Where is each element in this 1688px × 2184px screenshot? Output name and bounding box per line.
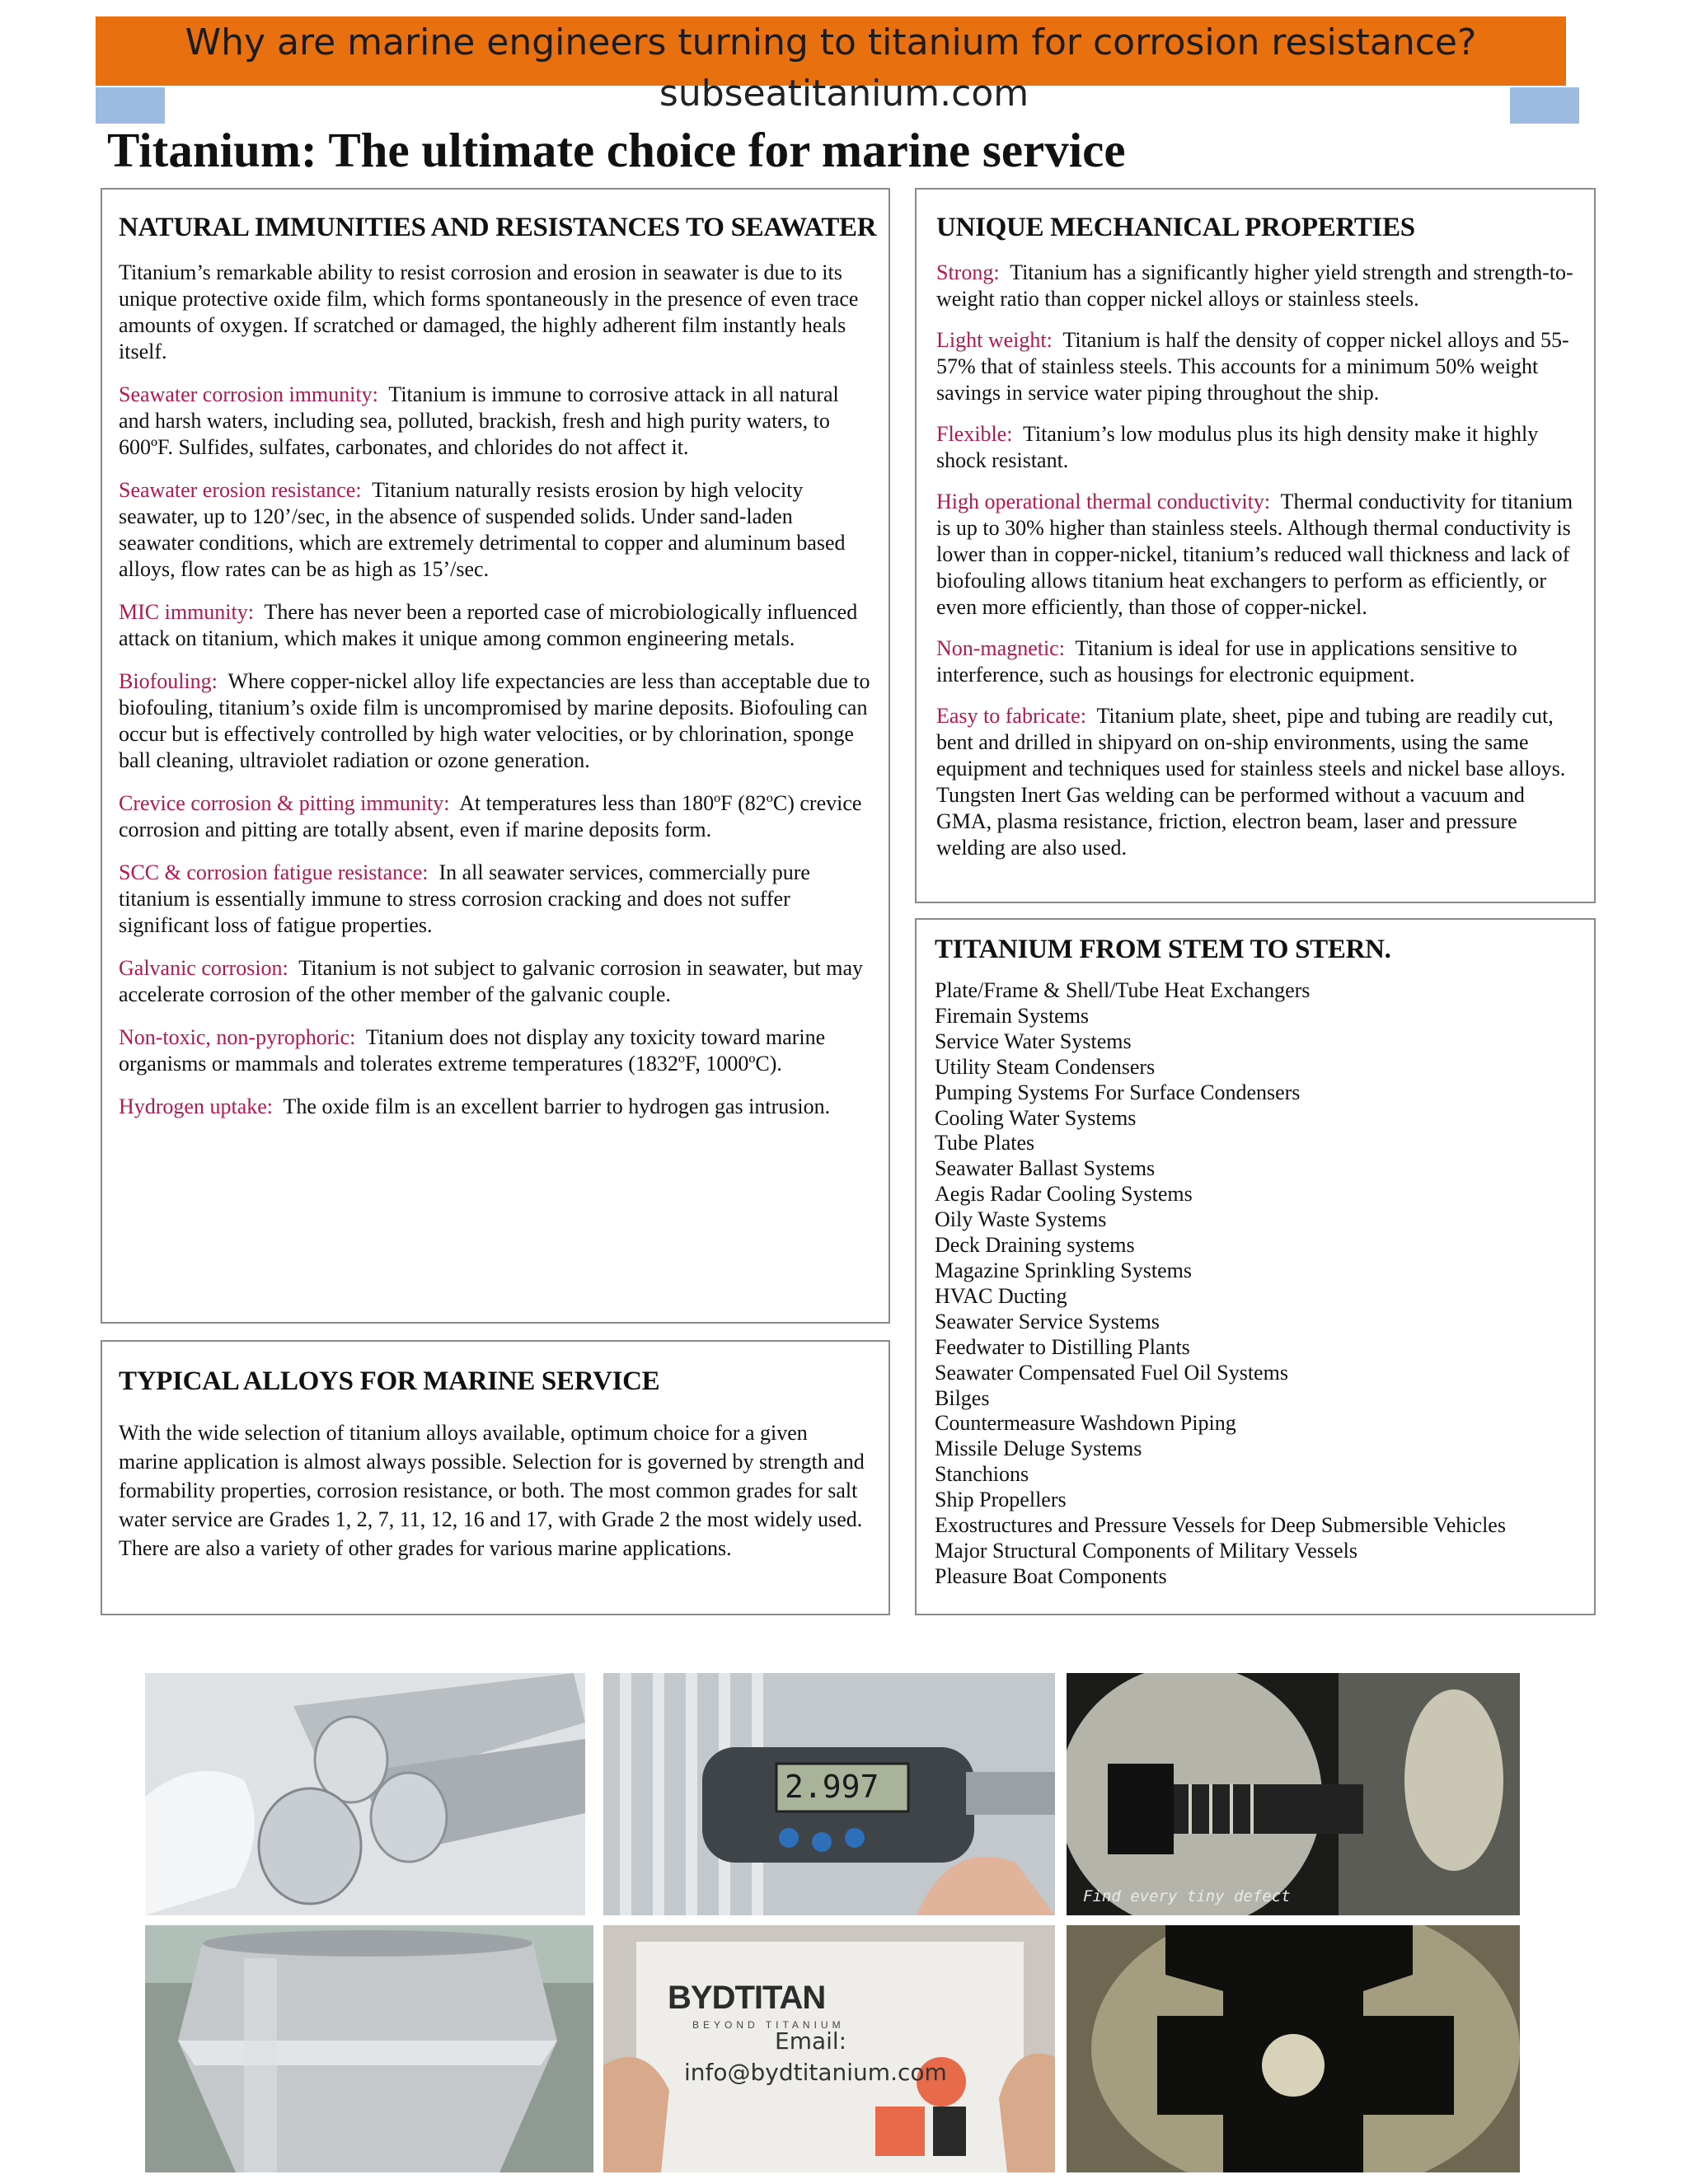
micrometer-photo (603, 1673, 1055, 1915)
immunity-label: Hydrogen uptake: (119, 1094, 274, 1118)
immunity-text: Titanium is not subject to galvanic corrosion in seawater, but may accelerate corrosion of the other member of the galvanic couple. (119, 956, 864, 1006)
immunity-text: Titanium does not display any toxicity toward marine organisms or mammals and tolerates extreme temperatures (1832ºF, 1000ºC). (119, 1025, 826, 1076)
property-text: Titanium is ideal for use in applications sensitive to interference, such as housings for electronic equipment. (936, 636, 1517, 687)
property-item (936, 489, 1578, 621)
immunity-text: At temperatures less than 180ºF (82ºC) crevice corrosion and pitting are totally absent, even if marine deposits form. (119, 791, 862, 841)
immunity-label: Seawater erosion resistance: (119, 478, 362, 502)
titanium-rods-photo (145, 1673, 585, 1915)
immunity-label: Seawater corrosion immunity: (119, 382, 378, 406)
immunity-label: Non-toxic, non-pyrophoric: (119, 1025, 356, 1049)
property-label: Non-magnetic: (936, 636, 1065, 660)
immunity-text: Titanium naturally resists erosion by high velocity seawater, up to 120’/sec, in the absence of suspended solids. Under sand-laden seawater conditions, which are extremely detrimental to copper and aluminum based alloys, flow rates can be as high as 15’/sec. (119, 478, 846, 581)
immunity-item (119, 1094, 870, 1120)
contact-card-photo (603, 1925, 1055, 2172)
alloys-text: With the wide selection of titanium alloys available, optimum choice for a given marine application is almost always possible. Selection for is governed by strength and formability properties, corrosion resistance, or both. The most common grades for salt water service are Grades 1, 2, 7, 11, 12, 16 and 17, with Grade 2 the most widely used. There are also a variety of other grades for various marine applications. (119, 1421, 865, 1560)
immunity-text: There has never been a reported case of microbiologically influenced attack on titanium, which makes it unique among common engineering metals. (119, 600, 858, 650)
immunity-text: Where copper-nickel alloy life expectancies are less than acceptable due to biofouling, titanium’s oxide film is uncompromised by marine deposits. Biofouling can occur but is effectively controlled by high water velocities, or by chlorination, sponge ball cleaning, ultraviolet radiation or ozone generation. (119, 669, 870, 772)
immunity-label: Galvanic corrosion: (119, 956, 288, 980)
card-email[interactable]: info@bydtitanium.com (684, 2059, 947, 2086)
list-item: Stanchions (935, 1462, 1029, 1487)
titanium-forging-photo (145, 1925, 593, 2172)
property-text: Titanium plate, sheet, pipe and tubing are readily cut, bent and drilled in shipyard on on-ship environments, using the same equipment and techniques used for stainless steels and nickel base alloys. Tungsten Inert Gas welding can be performed without a vacuum and GMA, plasma resistance, friction, electron beam, laser and pressure welding are also used. (936, 704, 1566, 860)
immunity-item (119, 955, 870, 1008)
property-item (936, 260, 1578, 312)
property-label: Flexible: (936, 422, 1013, 446)
list-item: Ship Propellers (935, 1488, 1067, 1512)
immunities-heading: NATURAL IMMUNITIES AND RESISTANCES TO SEAWATER (119, 213, 877, 242)
bydtitan-logo: BYDTITAN (668, 1980, 826, 2016)
property-item (936, 635, 1578, 688)
list-item: Seawater Ballast Systems (935, 1156, 1156, 1181)
list-item: Pumping Systems For Surface Condensers (935, 1080, 1301, 1104)
immunities-intro: Titanium’s remarkable ability to resist corrosion and erosion in seawater is due to its unique protective oxide film, which forms spontaneously in the presence of even trace amounts of oxygen. If scratched or damaged, the highly adherent film instantly heals itself. (119, 260, 859, 363)
immunity-label: Biofouling: (119, 669, 218, 693)
list-item: Utility Steam Condensers (935, 1054, 1156, 1079)
site-url[interactable]: subseatitanium.com (659, 73, 1029, 115)
property-label: Light weight: (936, 328, 1053, 352)
application-list (935, 978, 1578, 1590)
list-item: Major Structural Components of Military Vessels (935, 1538, 1357, 1563)
bolt-xray-photo (1067, 1673, 1520, 1915)
immunity-item (119, 860, 870, 939)
immunities-panel (101, 188, 890, 1324)
alloys-panel (101, 1340, 890, 1615)
rods-illustration (145, 1673, 585, 1915)
card-email-label: Email: (775, 2027, 847, 2055)
list-item: Service Water Systems (935, 1029, 1132, 1053)
list-item: Seawater Compensated Fuel Oil Systems (935, 1360, 1288, 1385)
micrometer-reading: 2.997 (785, 1769, 879, 1805)
property-item (936, 327, 1578, 406)
immunity-item (119, 1024, 870, 1077)
immunity-text: In all seawater services, commercially pure titanium is essentially immune to stress corrosion cracking and does not suffer significant loss of fatigue properties. (119, 860, 810, 937)
list-item: Firemain Systems (935, 1003, 1090, 1028)
hole-xray-illustration (1067, 1925, 1520, 2172)
stem-to-stern-heading: TITANIUM FROM STEM TO STERN. (935, 935, 1391, 964)
bolt-xray-illustration (1067, 1673, 1520, 1915)
property-text: Titanium is half the density of copper nickel alloys and 55-57% that of stainless steels. This accounts for a minimum 50% weight savings in service water piping throughout the ship. (936, 328, 1569, 405)
immunity-item (119, 599, 870, 652)
list-item: Magazine Sprinkling Systems (935, 1258, 1192, 1282)
property-label: High operational thermal conductivity: (936, 490, 1271, 513)
immunity-item (119, 668, 870, 774)
list-item: Plate/Frame & Shell/Tube Heat Exchangers (935, 978, 1311, 1002)
property-label: Strong: (936, 260, 1000, 284)
immunity-text: Titanium is immune to corrosive attack in all natural and harsh waters, including sea, polluted, brackish, fresh and high purity waters, to 600ºF. Sulfides, sulfates, carbonates, and chlorides do not affect it. (119, 382, 839, 459)
immunity-item (119, 477, 870, 583)
property-item (936, 421, 1578, 474)
mechanical-panel (915, 188, 1596, 903)
property-text: Titanium’s low modulus plus its high density make it highly shock resistant. (936, 422, 1539, 472)
property-text: Titanium has a significantly higher yield strength and strength-to-weight ratio than copper nickel alloys or stainless steels. (936, 260, 1573, 311)
list-item: Missile Deluge Systems (935, 1436, 1142, 1461)
stem-to-stern-panel (915, 918, 1596, 1615)
property-text: Thermal conductivity for titanium is up to 30% higher than stainless steels. Although thermal conductivity is lower than in copper-nickel, titanium’s reduced wall thickness and lack of biofouling allows titanium heat exchangers to perform as efficiently, or even more efficiently, than those of copper-nickel. (936, 490, 1573, 619)
mechanical-heading: UNIQUE MECHANICAL PROPERTIES (936, 213, 1415, 242)
list-item: Seawater Service Systems (935, 1309, 1160, 1333)
page-title: Titanium: The ultimate choice for marine service (107, 123, 1126, 177)
list-item: HVAC Ducting (935, 1283, 1067, 1308)
list-item: Oily Waste Systems (935, 1207, 1107, 1232)
list-item: Aegis Radar Cooling Systems (935, 1182, 1193, 1207)
property-item (936, 703, 1578, 861)
card-slogan: BEYOND TITANIUM (692, 2019, 845, 2031)
banner-question: Why are marine engineers turning to titanium for corrosion resistance? (185, 21, 1477, 63)
property-label: Easy to fabricate: (936, 704, 1086, 728)
list-item: Bilges (935, 1385, 990, 1410)
immunity-text: The oxide film is an excellent barrier to hydrogen gas intrusion. (283, 1094, 831, 1118)
hole-xray-photo (1067, 1925, 1520, 2172)
list-item: Tube Plates (935, 1131, 1035, 1155)
list-item: Exostructures and Pressure Vessels for Deep Submersible Vehicles (935, 1513, 1506, 1538)
list-item: Pleasure Boat Components (935, 1563, 1167, 1588)
list-item: Deck Draining systems (935, 1233, 1135, 1258)
list-item: Countermeasure Washdown Piping (935, 1411, 1236, 1436)
immunity-label: SCC & corrosion fatigue resistance: (119, 860, 429, 884)
immunity-item (119, 790, 870, 843)
xray-caption: Find every tiny defect (1083, 1887, 1291, 1905)
list-item: Feedwater to Distilling Plants (935, 1334, 1190, 1359)
list-item: Cooling Water Systems (935, 1105, 1137, 1130)
immunity-label: MIC immunity: (119, 600, 254, 624)
immunity-label: Crevice corrosion & pitting immunity: (119, 791, 450, 815)
alloys-heading: TYPICAL ALLOYS FOR MARINE SERVICE (119, 1366, 660, 1396)
immunity-item (119, 382, 870, 461)
forging-illustration (145, 1925, 593, 2172)
